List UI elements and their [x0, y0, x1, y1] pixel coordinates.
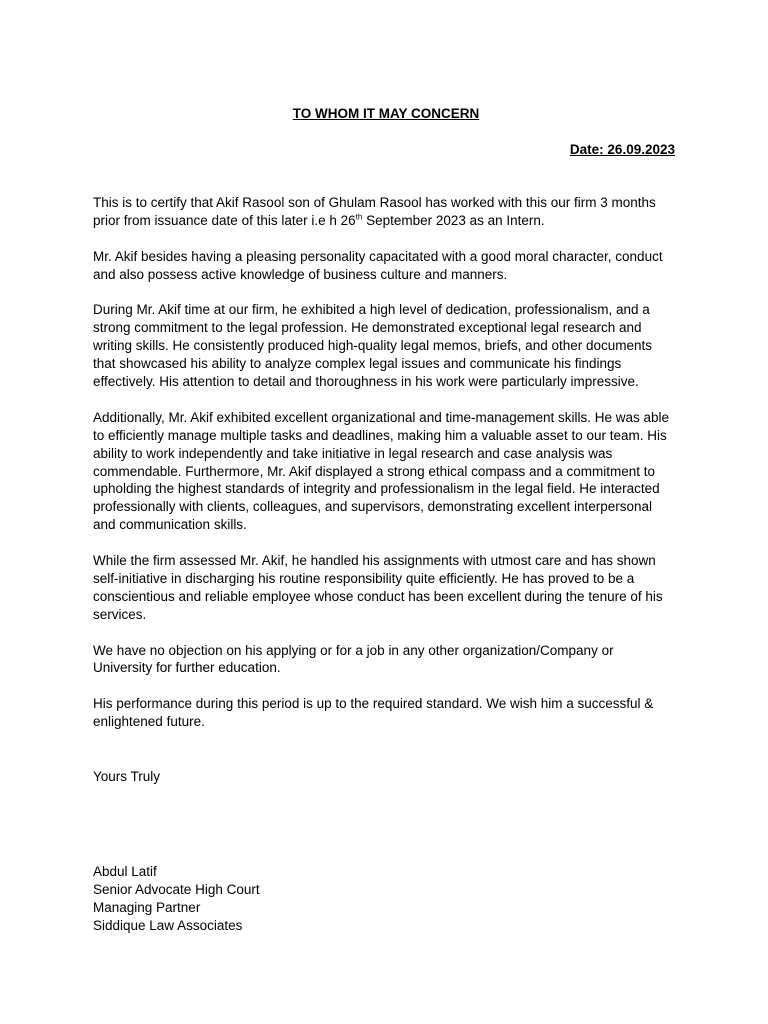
signatory-firm: Siddique Law Associates	[93, 917, 243, 933]
paragraph-assessment: While the firm assessed Mr. Akif, he handled his assignments with utmost care and has shown self-initiative in discharging his routine responsibility quite efficiently. He has proved to be a conscientious and reliable employee whose conduct has been excellent during the tenure of his services.	[93, 553, 663, 622]
heading-text: TO WHOM IT MAY CONCERN	[292, 106, 480, 121]
signatory-title: Senior Advocate High Court	[93, 881, 260, 897]
signatory-role: Managing Partner	[93, 899, 201, 915]
paragraph-certification-end: September 2023 as an Intern.	[362, 212, 545, 228]
letter-heading	[0, 105, 768, 123]
ordinal-suffix: th	[355, 212, 363, 222]
closing-salutation: Yours Truly	[93, 769, 161, 784]
paragraph-skills: Additionally, Mr. Akif exhibited excellent organizational and time-management skills. He was able to efficiently manage multiple tasks and deadlines, making him a valuable asset to our team. His ability to work independently and take initiative in legal research and case analysis was commendable. Furthermore, Mr. Akif displayed a strong ethical compass and a commitment to upholding the highest standards of integrity and professionalism in the legal field. He interacted professionally with clients, colleagues, and supervisors, demonstrating excellent interpersonal and communication skills.	[93, 409, 670, 533]
paragraph-certification	[93, 194, 676, 230]
paragraph-dedication: During Mr. Akif time at our firm, he exhibited a high level of dedication, professionalism, and a strong commitment to the legal profession. He demonstrated exceptional legal research and writing skills. He consistently produced high-quality legal memos, briefs, and other documents that showcased his ability to analyze complex legal issues and communicate his findings effectively. His attention to detail and thoroughness in his work were particularly impressive.	[93, 302, 653, 390]
letter-body	[93, 194, 676, 749]
signature-block	[93, 863, 260, 935]
paragraph-no-objection: We have no objection on his applying or for a job in any other organization/Company or University for further education.	[93, 642, 614, 676]
paragraph-character: Mr. Akif besides having a pleasing personality capacitated with a good moral character, conduct and also possess active knowledge of business culture and manners.	[93, 248, 663, 282]
paragraph-wishes: His performance during this period is up to the required standard. We wish him a successful & enlightened future.	[93, 696, 654, 730]
letter-date: Date: 26.09.2023	[569, 142, 675, 157]
signatory-name: Abdul Latif	[93, 864, 157, 879]
paragraph-certification-text: This is to certify that Akif Rasool son of Ghulam Rasool has worked with this our firm 3 months prior from issuance date of this later i.e h 26	[93, 195, 656, 228]
